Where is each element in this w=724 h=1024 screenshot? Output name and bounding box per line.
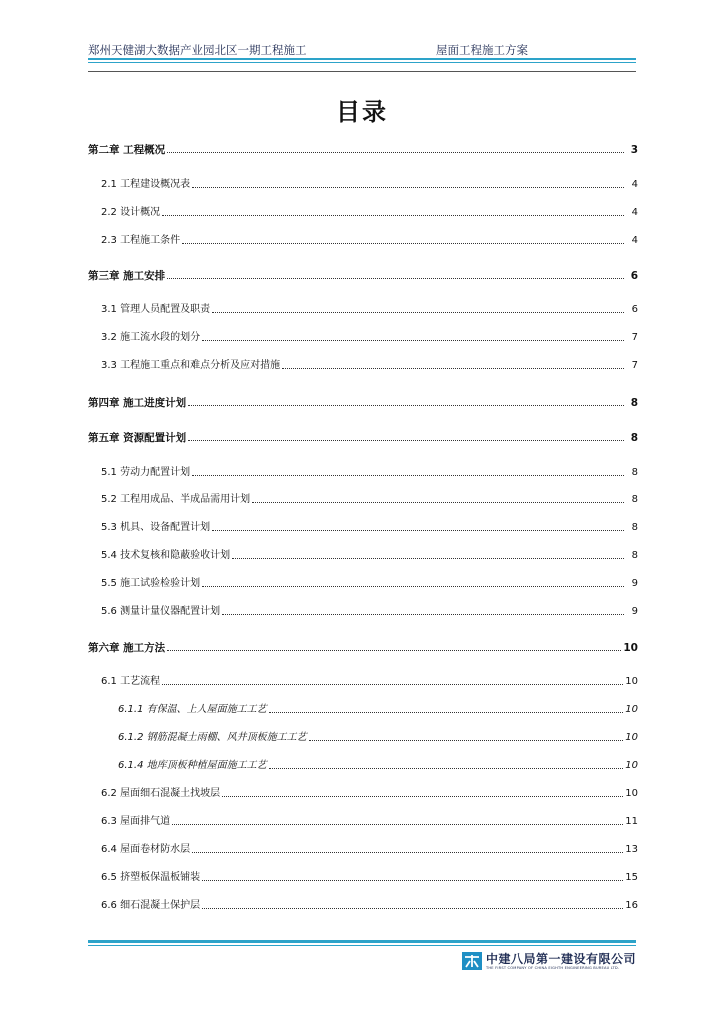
toc-leader-dots [167,649,621,651]
toc-leader-dots [309,739,624,741]
toc-entry[interactable] [88,490,638,506]
footer-company-cn: 中建八局第一建设有限公司 [486,952,637,966]
toc-leader-dots [212,311,624,313]
toc-entry[interactable] [88,175,638,191]
toc-entry-page: 8 [630,432,638,444]
toc-entry-page: 10 [625,732,638,743]
toc-entry-page: 16 [625,900,638,911]
toc-entry-page: 7 [631,332,638,343]
toc-leader-dots [252,501,624,503]
toc-entry-page: 11 [625,816,638,827]
page-header [88,42,636,64]
header-rule-dark [88,71,636,72]
toc-entry-label: 2.2 设计概况 [101,207,161,218]
toc-leader-dots [269,767,624,769]
toc-entry[interactable] [88,602,638,618]
toc-entry-page: 8 [631,522,638,533]
toc-entry[interactable] [88,756,638,772]
toc-entry-label: 6.6 细石混凝土保护层 [101,900,201,911]
toc-leader-dots [188,404,624,406]
toc-entry-label: 第二章 工程概况 [88,144,166,156]
toc-entry-page: 6 [631,304,638,315]
toc-leader-dots [202,879,623,881]
toc-leader-dots [192,851,623,853]
toc-entry-label: 3.2 施工流水段的划分 [101,332,201,343]
toc-entry-page: 8 [631,550,638,561]
toc-leader-dots [222,795,623,797]
footer-company-en: THE FIRST COMPANY OF CHINA EIGHTH ENGINEERING BUREAU LTD. [486,966,620,970]
toc-entry-label: 5.2 工程用成品、半成品需用计划 [101,494,251,505]
toc-entry[interactable] [88,812,638,828]
page-title: 目录 [336,98,388,126]
toc-entry[interactable] [88,231,638,247]
toc-entry-label: 6.1.2 钢筋混凝土雨棚、风井顶板施工工艺 [118,732,307,743]
toc-entry-page: 13 [625,844,638,855]
toc-entry-page: 8 [630,397,638,409]
toc-entry[interactable] [88,546,638,562]
toc-entry-page: 10 [625,676,638,687]
toc-entry-page: 4 [631,235,638,246]
toc-leader-dots [232,557,624,559]
toc-leader-dots [202,339,624,341]
toc-leader-dots [167,277,624,279]
toc-entry-page: 10 [625,704,638,715]
toc-entry-page: 6 [630,270,638,282]
toc-entry-page: 15 [625,872,638,883]
company-logo-icon [462,952,482,970]
toc-entry-label: 6.2 屋面细石混凝土找坡层 [101,788,221,799]
footer-rule [88,940,636,943]
toc-entry-page: 8 [631,467,638,478]
header-project-name: 郑州天健湖大数据产业园北区一期工程施工 [88,43,307,57]
toc-leader-dots [192,186,624,188]
toc-leader-dots [202,907,623,909]
toc-entry-page: 10 [623,642,638,654]
toc-leader-dots [182,242,624,244]
toc-entry[interactable] [88,638,638,654]
toc-entry[interactable] [88,266,638,282]
toc-entry-page: 4 [631,207,638,218]
header-doc-title: 屋面工程施工方案 [436,43,528,57]
toc-entry-label: 第三章 施工安排 [88,270,166,282]
toc-entry-label: 第五章 资源配置计划 [88,432,187,444]
toc-entry-page: 8 [631,494,638,505]
toc-entry[interactable] [88,300,638,316]
toc-entry-label: 6.1.4 地库顶板种植屋面施工工艺 [118,760,267,771]
toc-entry[interactable] [88,140,638,156]
toc-leader-dots [162,214,624,216]
toc-entry[interactable] [88,672,638,688]
toc-entry-label: 5.3 机具、设备配置计划 [101,522,211,533]
toc-entry-page: 9 [631,606,638,617]
toc-entry[interactable] [88,428,638,444]
toc-leader-dots [192,474,624,476]
toc-leader-dots [222,613,624,615]
toc-entry[interactable] [88,463,638,479]
toc-leader-dots [188,439,624,441]
toc-entry-label: 第四章 施工进度计划 [88,397,187,409]
toc-leader-dots [167,151,624,153]
toc-entry-label: 6.1 工艺流程 [101,676,161,687]
toc-entry-label: 5.1 劳动力配置计划 [101,467,191,478]
toc-leader-dots [162,683,623,685]
toc-entry-label: 3.3 工程施工重点和难点分析及应对措施 [101,360,281,371]
toc-entry-page: 10 [625,760,638,771]
toc-entry-label: 2.3 工程施工条件 [101,235,181,246]
toc-leader-dots [202,585,624,587]
toc-entry[interactable] [88,840,638,856]
toc-entry-label: 6.1.1 有保温、上人屋面施工工艺 [118,704,267,715]
toc-entry[interactable] [88,784,638,800]
toc-entry[interactable] [88,328,638,344]
toc-entry-label: 2.1 工程建设概况表 [101,179,191,190]
toc-entry-label: 5.6 测量计量仪器配置计划 [101,606,221,617]
toc-entry-label: 6.4 屋面卷材防水层 [101,844,191,855]
toc-entry[interactable] [88,868,638,884]
toc-entry-label: 6.5 挤塑板保温板铺装 [101,872,201,883]
toc-leader-dots [172,823,623,825]
header-rule [88,58,636,60]
toc-entry-label: 5.4 技术复核和隐蔽验收计划 [101,550,231,561]
toc-entry[interactable] [88,896,638,912]
toc-entry-page: 4 [631,179,638,190]
toc-entry-page: 10 [625,788,638,799]
toc-entry[interactable] [88,356,638,372]
toc-entry-label: 6.3 屋面排气道 [101,816,171,827]
toc-leader-dots [269,711,624,713]
toc-entry[interactable] [88,518,638,534]
toc-entry-label: 5.5 施工试验检验计划 [101,578,201,589]
toc-leader-dots [282,367,624,369]
toc-entry-label: 第六章 施工方法 [88,642,166,654]
toc-entry[interactable] [88,393,638,409]
header-rule-thin [88,62,636,63]
toc-entry-label: 3.1 管理人员配置及职责 [101,304,211,315]
toc-entry-page: 3 [630,144,638,156]
footer-rule-thin [88,945,636,946]
toc-leader-dots [212,529,624,531]
toc-entry-page: 7 [631,360,638,371]
toc-entry-page: 9 [631,578,638,589]
toc-entry[interactable] [88,728,638,744]
toc-entry[interactable] [88,203,638,219]
toc-entry[interactable] [88,574,638,590]
toc-entry[interactable] [88,700,638,716]
